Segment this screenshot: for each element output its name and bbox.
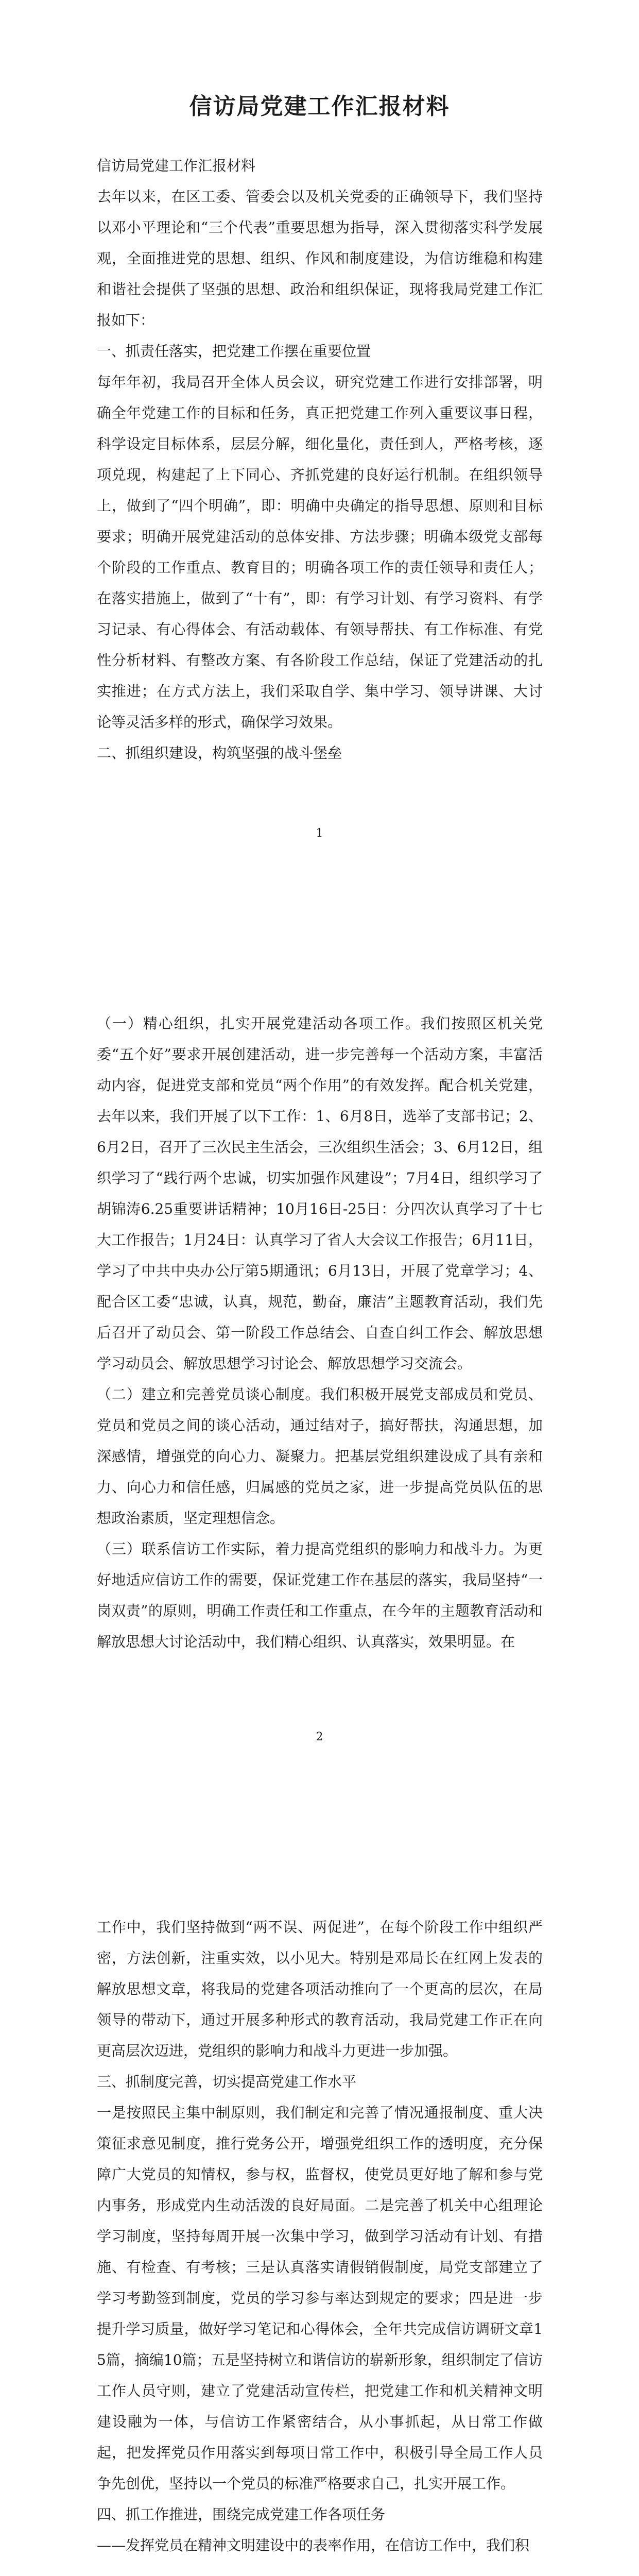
section-2-item-3-paragraph: （三）联系信访工作实际，着力提高党组织的影响力和战斗力。为更好地适应信访工作的需要，保证党建工作在基层的落实，我局坚持“一岗双责”的原则，明确工作责任和工作重点，在今年的主题教育活动和解放思想大讨论活动中，我们精心组织、认真落实，效果明显。在 [97, 1540, 543, 1650]
document-title: 信访局党建工作汇报材料 [189, 93, 450, 120]
page-1-text [97, 150, 543, 815]
intro-paragraph: 去年以来，在区工委、管委会以及机关党委的正确领导下，我们坚持以邓小平理论和“三个代表”重要思想为指导，深入贯彻落实科学发展观，全面推进党的思想、组织、作风和制度建设，为信访维稳和构建和谐社会提供了坚强的思想、政治和组织保证，现将我局党建工作汇报如下： [97, 188, 543, 329]
section-heading-4: 四、抓工作推进，围绕完成党建工作各项任务 [97, 2506, 386, 2523]
section-2-item-3-continued: 工作中，我们坚持做到“两不误、两促进”，在每个阶段工作中组织严密，方法创新，注重实效，以小见大。特别是邓局长在红网上发表的解放思想文章，将我局的党建各项活动推向了一个更高的层次，在局领导的带动下，通过开展多种形式的教育活动，我局党建工作正在向更高层次迈进，党组织的影响力和战斗力更进一步加强。 [97, 1919, 543, 2059]
section-heading-1: 一、抓责任落实，把党建工作摆在重要位置 [97, 343, 371, 360]
section-3-paragraph: 一是按照民主集中制原则，我们制定和完善了情况通报制度、重大决策征求意见制度，推行党务公开，增强党组织工作的透明度，充分保障广大党员的知情权，参与权，监督权，使党员更好地了解和参与党内事务，形成党内生动活泼的良好局面。二是完善了机关中心组理论学习制度，坚持每周开展一次集中学习，做到学习活动有计划、有措施、有检查、有考核；三是认真落实请假销假制度，局党支部建立了学习考勤签到制度，党员的学习参与率达到规定的要求；四是进一步提升学习质量，做好学习笔记和心得体会，全年共完成信访调研文章15篇，摘编10篇；五是坚持树立和谐信访的崭新形象，组织制定了信访工作人员守则，建立了党建活动宣传栏，把党建工作和机关精神文明建设融为一体，与信访工作紧密结合，从小事抓起，从日常工作做起，把发挥党员作用落实到每项日常工作中，积极引导全局工作人员争先创优，坚持以一个党员的标准严格要求自己，扎实开展工作。 [97, 2104, 543, 2492]
section-4-item-1-paragraph: ——发挥党员在精神文明建设中的表率作用，在信访工作中，我们积 [97, 2537, 530, 2554]
page-number: 1 [316, 827, 323, 840]
section-1-paragraph: 每年年初，我局召开全体人员会议，研究党建工作进行安排部署，明确全年党建工作的目标和任务，真正把党建工作列入重要议事日程，科学设定目标体系，层层分解，细化量化，责任到人，严格考核，逐项兑现，构建起了上下同心、齐抓党建的良好运行机制。在组织领导上，做到了“四个明确”，即：明确中央确定的指导思想、原则和目标要求；明确开展党建活动的总体安排、方法步骤；明确本级党支部每个阶段的工作重点、教育目的；明确各项工作的责任领导和责任人；在落实措施上，做到了“十有”，即：有学习计划、有学习资料、有学习记录、有心得体会、有活动载体、有领导帮扶、有工作标准、有党性分析材料、有整改方案、有各阶段工作总结，保证了党建活动的扎实推进；在方式方法上，我们采取自学、集中学习、领导讲课、大讨论等灵活多样的形式，确保学习效果。 [97, 374, 543, 731]
page-2-text [97, 1008, 543, 1719]
page-3-text [97, 1912, 543, 2576]
section-heading-2: 二、抓组织建设，构筑坚强的战斗堡垒 [97, 744, 342, 761]
page-2 [0, 904, 639, 1807]
document-subtitle: 信访局党建工作汇报材料 [97, 157, 256, 174]
page-1 [0, 0, 639, 904]
section-2-item-1-paragraph: （一）精心组织，扎实开展党建活动各项工作。我们按照区机关党委“五个好”要求开展创建活动，进一步完善每一个活动方案，丰富活动内容，促进党支部和党员“两个作用”的有效发挥。配合机关党建，去年以来，我们开展了以下工作：1、6月8日，选举了支部书记；2、6月2日，召开了三次民主生活会，三次组织生活会；3、6月12日，组织学习了“践行两个忠诚，切实加强作风建设”；7月4日，组织学习了胡锦涛6.25重要讲话精神；10月16日-25日：分四次认真学习了十七大工作报告；1月24日：认真学习了省人大会议工作报告；6月11日，学习了中共中央办公厅第5期通讯；6月13日，开展了党章学习；4、配合区工委“忠诚，认真，规范，勤奋，廉洁”主题教育活动，我们先后召开了动员会、第一阶段工作总结会、自查自纠工作会、解放思想学习动员会、解放思想学习讨论会、解放思想学习交流会。 [97, 1015, 543, 1372]
page-3 [0, 1807, 639, 2576]
section-heading-3: 三、抓制度完善，切实提高党建工作水平 [97, 2073, 357, 2090]
page-number: 2 [316, 1731, 323, 1743]
section-2-item-2-paragraph: （二）建立和完善党员谈心制度。我们积极开展党支部成员和党员、党员和党员之间的谈心活动，通过结对子，搞好帮扶，沟通思想，加深感情，增强党的向心力、凝聚力。把基层党组织建设成了具有亲和力、向心力和信任感，归属感的党员之家，进一步提高党员队伍的思想政治素质，坚定理想信念。 [97, 1386, 543, 1527]
